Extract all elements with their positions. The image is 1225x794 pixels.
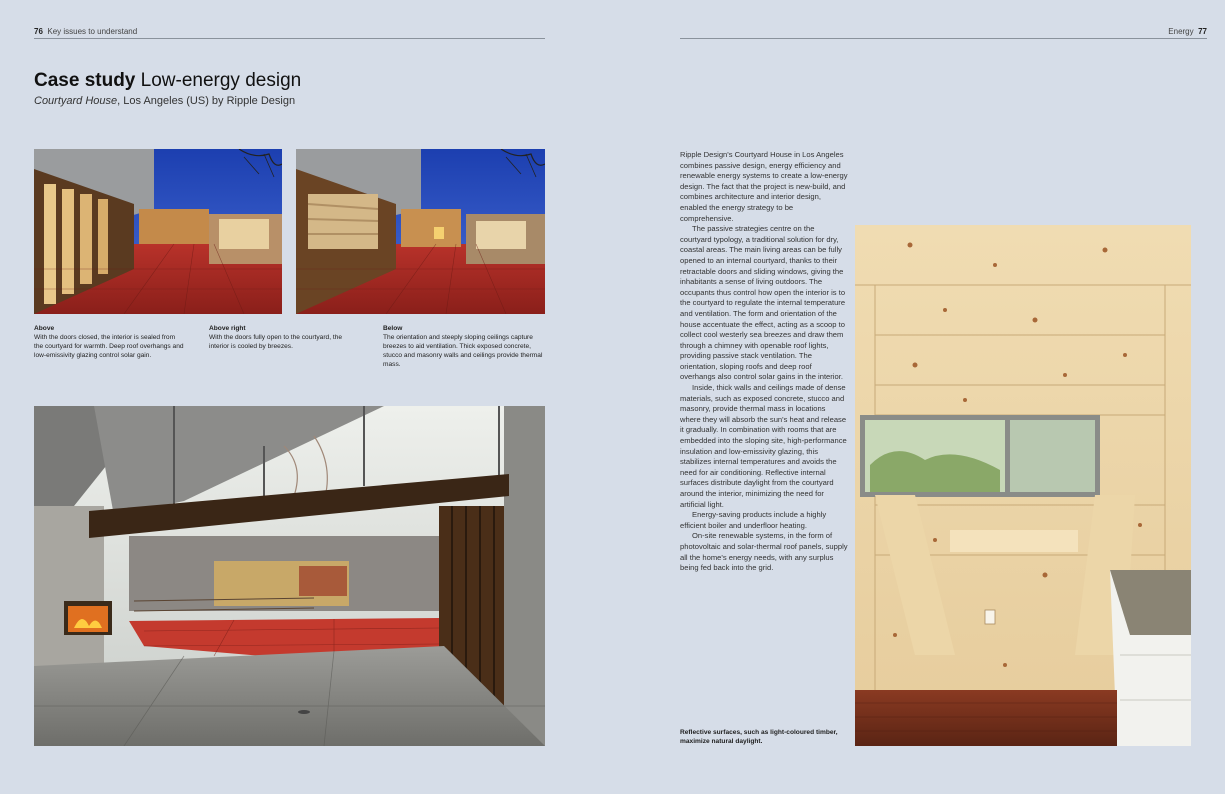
right-page-number: 77 — [1198, 27, 1207, 36]
article-body — [680, 150, 848, 574]
case-study-title: Case study Low-energy design — [34, 70, 302, 91]
right-header-rule — [680, 38, 1207, 39]
article-paragraph: Inside, thick walls and ceilings made of dense materials, such as exposed concrete, stucco and masonry, provide thermal mass in locations where they will absorb the sun's heat and release it gradually. In combination with rooms that are embedded into the sloping site, high-performance insulation and low-emissivity glazing, this stabilizes internal temperatures and avoids the need for air conditioning. Reflective internal surfaces distribute daylight from the courtyard around the interior, minimizing the need for artificial light. — [680, 383, 847, 509]
caption-above: Above With the doors closed, the interior is sealed from the courtyard for warmth. Deep roof overhangs and low-emissivity glazing control solar gain. — [34, 325, 184, 359]
photo-courtyard — [34, 406, 545, 746]
left-running-head — [34, 27, 137, 36]
right-section-title: Energy — [1168, 27, 1194, 36]
left-header-rule — [34, 38, 545, 39]
photo-doors-closed-image — [34, 149, 282, 314]
left-page — [0, 0, 612, 794]
article-paragraph: Energy-saving products include a highly efficient boiler and underfloor heating. — [680, 510, 827, 530]
photo-doors-closed — [34, 149, 282, 314]
photo-courtyard-image — [34, 406, 545, 746]
article-paragraph: On-site renewable systems, in the form of photovoltaic and solar-thermal roof panels, supply all the home's energy needs, with any surplus being fed back into the grid. — [680, 531, 848, 573]
photo-doors-open-image — [296, 149, 545, 314]
right-running-head — [1168, 27, 1207, 36]
photo-timber-interior-image — [855, 225, 1191, 746]
left-page-number: 76 — [34, 27, 43, 36]
caption-above-right: Above right With the doors fully open to the courtyard, the interior is cooled by breezes. — [209, 325, 343, 350]
photo-timber-interior — [855, 225, 1191, 746]
article-paragraph: Ripple Design's Courtyard House in Los Angeles combines passive design, energy efficiency and renewable energy systems to create a low-energy design. The fact that the project is new-build, and combines architecture and interior design, enabled the energy strategy to be comprehensive. — [680, 150, 848, 223]
article-paragraph: The passive strategies centre on the courtyard typology, a traditional solution for dry, coastal areas. The main living areas can be fully opened to an internal courtyard, thanks to their retractable doors and sliding windows, giving the inhabitants a sense of living outdoors. The occupants thus control how open the interior is to the courtyard to regulate the internal temperature and ventilation. The form and orientation of the house accentuate the effect, acting as a scoop to collect cool westerly sea breezes and draw them through a chimney with openable roof lights, providing passive stack ventilation. The orientation, sloping roofs and deep roof overhangs also control solar gains in the interior. — [680, 224, 846, 382]
case-study-subtitle: Courtyard House, Los Angeles (US) by Ripple Design — [34, 95, 296, 107]
caption-timber-interior: Reflective surfaces, such as light-coloured timber, maximize natural daylight. — [680, 729, 838, 745]
left-section-title: Key issues to understand — [47, 27, 138, 36]
caption-below: Below The orientation and steeply sloping ceilings capture breezes to aid ventilation. Thick exposed concrete, stucco and masonry walls and ceilings provide thermal mass. — [383, 325, 543, 368]
photo-doors-open — [296, 149, 545, 314]
